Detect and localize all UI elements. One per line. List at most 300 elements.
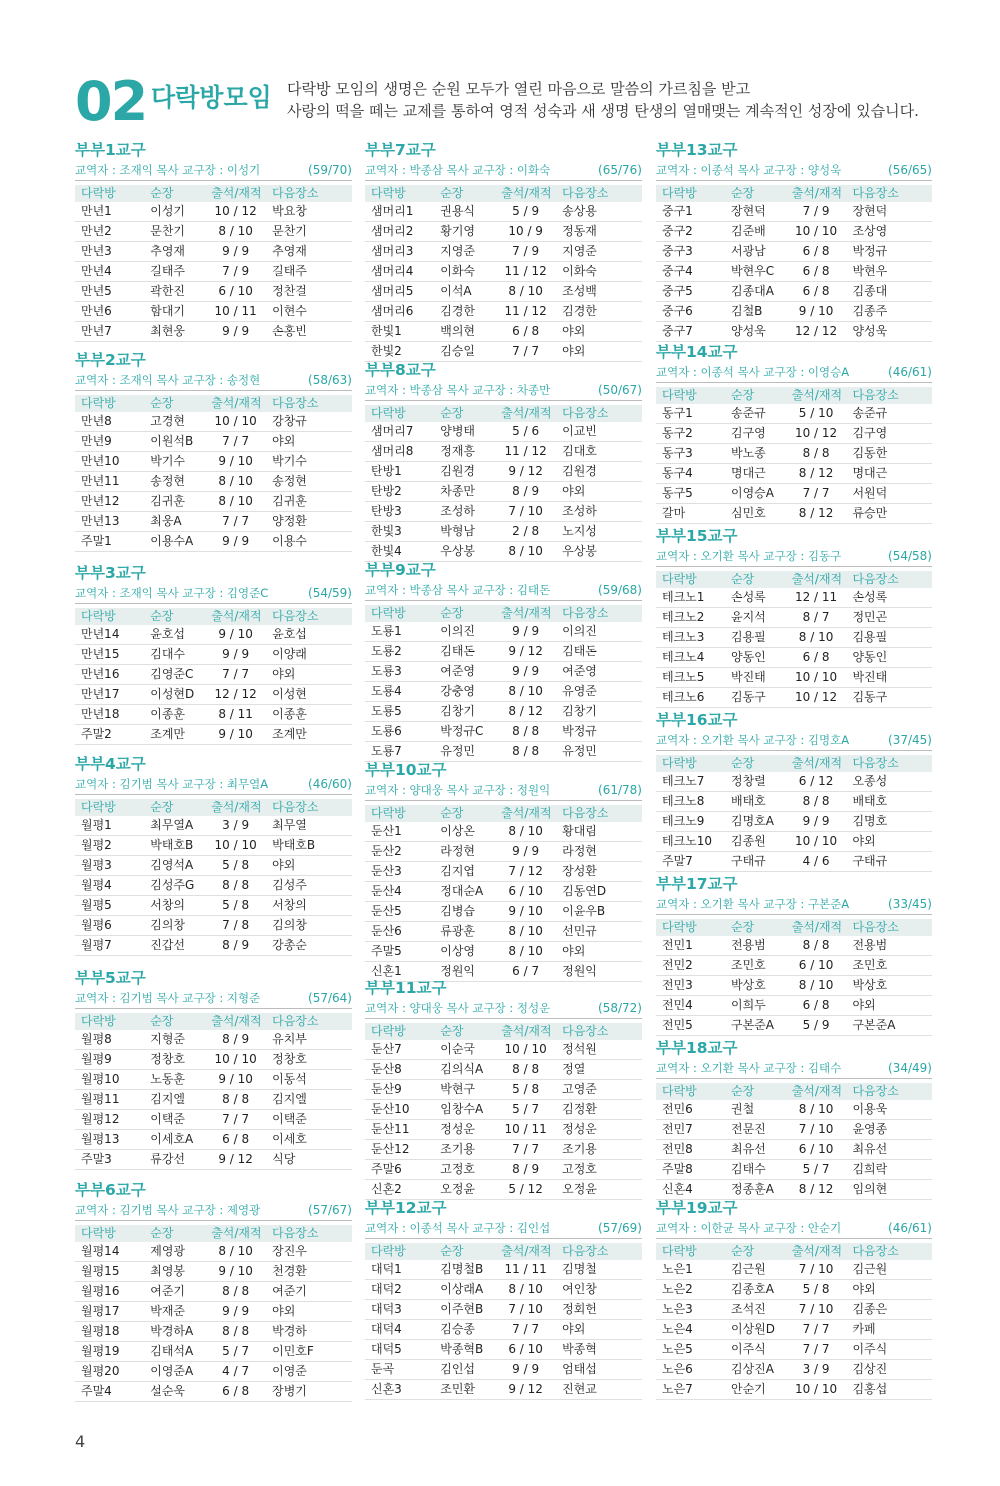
table-header-row [75,1225,352,1242]
cell-leader: 정창렬 [725,772,786,792]
cell-attendance: 3 / 9 [205,816,266,836]
cell-next-place: 이윤우B [556,902,642,922]
cell-room: 둔산8 [365,1060,434,1080]
cell-next-place: 손홍빈 [266,322,352,342]
cell-attendance: 8 / 8 [786,792,847,812]
cell-next-place: 김홍섭 [846,1380,932,1400]
cell-next-place: 윤호섭 [266,625,352,645]
cell-room: 한빛3 [365,522,434,542]
table-row [75,1130,352,1150]
column-header: 다락방 [75,608,144,625]
column-header: 다음장소 [266,1013,352,1030]
cell-next-place: 문찬기 [266,222,352,242]
cell-attendance: 8 / 10 [786,628,847,648]
column-header: 다락방 [656,185,725,202]
group-name: 부부3교구 [75,564,146,582]
table-row [365,1040,642,1060]
cell-leader: 김원경 [434,462,495,482]
table-row [656,772,932,792]
column-header: 출석/재적 [495,605,556,622]
cell-attendance: 8 / 10 [205,222,266,242]
cell-next-place: 이주식 [846,1340,932,1360]
group-count: (65/76) [598,163,642,177]
cell-next-place: 야외 [846,996,932,1016]
table-row [75,725,352,745]
column-header: 출석/재적 [495,1023,556,1040]
cell-next-place: 김대호 [556,442,642,462]
cell-attendance: 7 / 7 [786,1340,847,1360]
cell-attendance: 9 / 12 [205,1150,266,1170]
column-header: 출석/재적 [786,1083,847,1100]
group-count: (59/68) [598,583,642,597]
group-block [656,1198,932,1400]
column-header: 다음장소 [556,1023,642,1040]
cell-attendance: 6 / 7 [495,962,556,982]
cell-next-place: 지영준 [556,242,642,262]
cell-next-place: 송정현 [266,472,352,492]
cell-leader: 이석A [434,282,495,302]
group-table [656,919,932,1036]
cell-next-place: 이민호F [266,1342,352,1362]
cell-leader: 정창호 [144,1050,205,1070]
group-table [365,405,642,562]
cell-next-place: 강총순 [266,936,352,956]
table-row [656,1016,932,1036]
cell-attendance: 8 / 9 [495,482,556,502]
cell-room: 전민8 [656,1140,725,1160]
cell-room: 둔산1 [365,822,434,842]
cell-next-place: 윤영종 [846,1120,932,1140]
table-row [656,1180,932,1200]
table-row [365,502,642,522]
column-header: 다락방 [75,1013,144,1030]
cell-attendance: 9 / 9 [205,532,266,552]
cell-attendance: 12 / 12 [786,322,847,342]
cell-leader: 김명철B [434,1260,495,1280]
table-row [656,1140,932,1160]
cell-room: 월평18 [75,1322,144,1342]
cell-leader: 김경한 [434,302,495,322]
group-info [656,160,932,181]
table-row [75,1282,352,1302]
cell-next-place: 여준기 [266,1282,352,1302]
column-header: 다음장소 [266,395,352,412]
cell-attendance: 10 / 10 [786,222,847,242]
group-name: 부부8교구 [365,361,436,379]
group-count: (59/70) [308,163,352,177]
column-header: 다락방 [365,805,434,822]
cell-room: 샘머리8 [365,442,434,462]
column-header: 순장 [725,755,786,772]
cell-room: 노은3 [656,1300,725,1320]
cell-room: 전민4 [656,996,725,1016]
table-row [75,1342,352,1362]
cell-next-place: 선민규 [556,922,642,942]
cell-next-place: 김경한 [556,302,642,322]
cell-attendance: 6 / 10 [495,1340,556,1360]
cell-room: 대덕5 [365,1340,434,1360]
table-row [365,1380,642,1400]
cell-next-place: 야외 [556,942,642,962]
table-row [656,1340,932,1360]
table-row [365,702,642,722]
cell-leader: 송준규 [725,404,786,424]
group-info [656,546,932,567]
cell-attendance: 10 / 10 [205,412,266,432]
cell-leader: 정재흥 [434,442,495,462]
table-header-row [656,755,932,772]
cell-room: 동구1 [656,404,725,424]
cell-leader: 이용수A [144,532,205,552]
table-row [75,412,352,432]
cell-attendance: 6 / 8 [786,648,847,668]
cell-attendance: 2 / 8 [495,522,556,542]
cell-attendance: 6 / 10 [786,1140,847,1160]
group-info [656,362,932,383]
column-header: 순장 [144,395,205,412]
group-name: 부부1교구 [75,141,146,159]
cell-next-place: 정민곤 [846,608,932,628]
cell-leader: 김성주G [144,876,205,896]
cell-next-place: 추영재 [266,242,352,262]
cell-attendance: 6 / 10 [205,282,266,302]
cell-attendance: 7 / 9 [786,202,847,222]
cell-next-place: 식당 [266,1150,352,1170]
cell-attendance: 11 / 12 [495,442,556,462]
cell-room: 샘머리6 [365,302,434,322]
cell-next-place: 이종훈 [266,705,352,725]
cell-next-place: 박경하 [266,1322,352,1342]
description-line-2: 사랑의 떡을 떼는 교제를 통하여 영적 성숙과 새 생명 탄생의 열매맺는 계속적인 성장에 있습니다. [287,102,919,120]
cell-room: 만년5 [75,282,144,302]
cell-attendance: 9 / 9 [205,1302,266,1322]
cell-attendance: 6 / 8 [786,996,847,1016]
group-block [656,1038,932,1200]
table-row [656,262,932,282]
cell-leader: 박노종 [725,444,786,464]
cell-leader: 조계만 [144,725,205,745]
table-row [656,1120,932,1140]
cell-next-place: 서창의 [266,896,352,916]
cell-leader: 이원석B [144,432,205,452]
cell-leader: 최현웅 [144,322,205,342]
cell-room: 월평17 [75,1302,144,1322]
cell-next-place: 김구영 [846,424,932,444]
cell-room: 만년11 [75,472,144,492]
group-block [365,1198,642,1400]
table-row [75,202,352,222]
cell-attendance: 5 / 12 [495,1180,556,1200]
table-row [75,1262,352,1282]
group-name: 부부9교구 [365,561,436,579]
group-block [656,710,932,872]
cell-room: 주말6 [365,1160,434,1180]
cell-room: 전민2 [656,956,725,976]
cell-next-place: 구태규 [846,852,932,872]
cell-leader: 김종대A [725,282,786,302]
cell-leader: 윤호섭 [144,625,205,645]
cell-leader: 백의현 [434,322,495,342]
table-row [75,856,352,876]
table-row [656,1280,932,1300]
cell-attendance: 10 / 10 [786,1380,847,1400]
group-staff: 교역자 : 김기범 목사 교구장 : 제영광 [75,1203,261,1217]
cell-next-place: 야외 [556,322,642,342]
cell-leader: 김의식A [434,1060,495,1080]
cell-room: 노은6 [656,1360,725,1380]
group-table [656,387,932,524]
cell-next-place: 김명호 [846,812,932,832]
cell-next-place: 조민호 [846,956,932,976]
table-row [75,685,352,705]
cell-attendance: 9 / 9 [495,842,556,862]
cell-room: 주말4 [75,1382,144,1402]
cell-attendance: 10 / 10 [495,1040,556,1060]
cell-room: 전민5 [656,1016,725,1036]
group-table [365,805,642,982]
cell-leader: 김병습 [434,902,495,922]
cell-leader: 이상원D [725,1320,786,1340]
cell-attendance: 7 / 7 [786,484,847,504]
column-header: 순장 [144,608,205,625]
column-header: 출석/재적 [786,755,847,772]
cell-leader: 김승종 [434,1320,495,1340]
cell-attendance: 7 / 10 [786,1120,847,1140]
cell-next-place: 정창호 [266,1050,352,1070]
cell-next-place: 이택준 [266,1110,352,1130]
table-row [365,882,642,902]
cell-leader: 김승일 [434,342,495,362]
cell-room: 중구1 [656,202,725,222]
cell-next-place: 정찬걸 [266,282,352,302]
column-header: 출석/재적 [786,1243,847,1260]
cell-room: 샘머리3 [365,242,434,262]
group-table [656,1083,932,1200]
cell-next-place: 명대근 [846,464,932,484]
cell-room: 월평11 [75,1090,144,1110]
table-row [75,936,352,956]
cell-room: 둔산7 [365,1040,434,1060]
table-row [656,1260,932,1280]
cell-next-place: 이용수 [266,532,352,552]
cell-next-place: 이화숙 [556,262,642,282]
cell-room: 테크노10 [656,832,725,852]
column-header: 다음장소 [266,1225,352,1242]
cell-room: 월평8 [75,1030,144,1050]
table-row [75,1150,352,1170]
cell-attendance: 5 / 7 [495,1100,556,1120]
table-row [75,322,352,342]
table-row [656,812,932,832]
cell-room: 테크노7 [656,772,725,792]
table-row [656,1160,932,1180]
cell-next-place: 박종혁 [556,1340,642,1360]
cell-next-place: 우상봉 [556,542,642,562]
group-count: (57/69) [598,1221,642,1235]
cell-leader: 길태주 [144,262,205,282]
cell-room: 둔산10 [365,1100,434,1120]
group-staff: 교역자 : 조재익 목사 교구장 : 이성기 [75,163,261,177]
column-header: 다음장소 [846,1243,932,1260]
cell-next-place: 박진태 [846,668,932,688]
group-staff: 교역자 : 오기환 목사 교구장 : 구본준A [656,897,850,911]
cell-next-place: 유정민 [556,742,642,762]
group-staff: 교역자 : 이한균 목사 교구장 : 안순기 [656,1221,842,1235]
group-table [75,1225,352,1402]
cell-attendance: 6 / 8 [495,322,556,342]
cell-attendance: 10 / 11 [205,302,266,322]
cell-attendance: 8 / 10 [495,1280,556,1300]
cell-room: 월평19 [75,1342,144,1362]
group-block [75,563,352,745]
cell-next-place: 이의진 [556,622,642,642]
column-header: 출석/재적 [786,919,847,936]
table-row [656,464,932,484]
cell-leader: 이주현B [434,1300,495,1320]
table-row [75,302,352,322]
cell-room: 월평15 [75,1262,144,1282]
cell-leader: 김철B [725,302,786,322]
cell-attendance: 10 / 12 [786,424,847,444]
table-row [656,444,932,464]
table-row [75,1050,352,1070]
cell-room: 테크노1 [656,588,725,608]
table-row [656,202,932,222]
cell-next-place: 손성록 [846,588,932,608]
group-table [365,1243,642,1400]
cell-next-place: 오종성 [846,772,932,792]
cell-room: 노은2 [656,1280,725,1300]
table-row [75,472,352,492]
group-name: 부부14교구 [656,343,738,361]
cell-room: 신혼3 [365,1380,434,1400]
cell-room: 한빛1 [365,322,434,342]
cell-leader: 김구영 [725,424,786,444]
group-count: (33/45) [888,897,932,911]
cell-next-place: 여인창 [556,1280,642,1300]
table-row [75,242,352,262]
cell-next-place: 길태주 [266,262,352,282]
cell-attendance: 9 / 10 [205,725,266,745]
section-description [287,78,919,122]
cell-attendance: 8 / 10 [786,976,847,996]
table-row [365,642,642,662]
cell-next-place: 임의현 [846,1180,932,1200]
cell-leader: 심민호 [725,504,786,524]
cell-attendance: 7 / 7 [786,1320,847,1340]
cell-attendance: 7 / 7 [205,432,266,452]
table-row [75,282,352,302]
group-name: 부부13교구 [656,141,738,159]
cell-attendance: 9 / 9 [495,622,556,642]
cell-next-place: 조상영 [846,222,932,242]
cell-next-place: 라정현 [556,842,642,862]
table-row [656,302,932,322]
table-row [75,262,352,282]
group-block [75,140,352,342]
cell-room: 동구5 [656,484,725,504]
table-row [365,522,642,542]
table-row [656,688,932,708]
group-table [656,755,932,872]
group-staff: 교역자 : 이종석 목사 교구장 : 김인섭 [365,1221,551,1235]
cell-leader: 최영봉 [144,1262,205,1282]
group-info [365,580,642,601]
cell-next-place: 정회헌 [556,1300,642,1320]
cell-attendance: 11 / 11 [495,1260,556,1280]
cell-next-place: 서원덕 [846,484,932,504]
table-row [75,876,352,896]
cell-leader: 윤지석 [725,608,786,628]
group-count: (58/63) [308,373,352,387]
column-header: 다음장소 [556,1243,642,1260]
cell-room: 중구7 [656,322,725,342]
cell-next-place: 전용범 [846,936,932,956]
group-info [75,1200,352,1221]
cell-room: 노은5 [656,1340,725,1360]
cell-leader: 손성록 [725,588,786,608]
cell-attendance: 7 / 10 [786,1300,847,1320]
cell-leader: 이택준 [144,1110,205,1130]
cell-room: 중구4 [656,262,725,282]
table-row [75,896,352,916]
column-header: 다락방 [365,185,434,202]
table-row [656,588,932,608]
cell-leader: 이화숙 [434,262,495,282]
cell-next-place: 박현우 [846,262,932,282]
column-header: 다음장소 [846,185,932,202]
cell-room: 전민7 [656,1120,725,1140]
cell-leader: 김영준C [144,665,205,685]
table-header-row [75,1013,352,1030]
cell-next-place: 이영준 [266,1362,352,1382]
table-row [75,836,352,856]
cell-next-place: 유영준 [556,682,642,702]
cell-attendance: 12 / 12 [205,685,266,705]
cell-next-place: 장현덕 [846,202,932,222]
cell-attendance: 6 / 8 [786,282,847,302]
group-count: (37/45) [888,733,932,747]
group-name: 부부4교구 [75,755,146,773]
group-staff: 교역자 : 박종삼 목사 교구장 : 차종만 [365,383,551,397]
column-header: 출석/재적 [205,185,266,202]
group-count: (58/72) [598,1001,642,1015]
cell-next-place: 조기용 [556,1140,642,1160]
cell-attendance: 9 / 10 [205,625,266,645]
cell-attendance: 8 / 8 [495,742,556,762]
cell-room: 동구2 [656,424,725,444]
cell-leader: 조성하 [434,502,495,522]
cell-room: 둔산3 [365,862,434,882]
cell-leader: 서광남 [725,242,786,262]
cell-room: 테크노8 [656,792,725,812]
group-info [656,730,932,751]
cell-leader: 이성기 [144,202,205,222]
cell-next-place: 김희락 [846,1160,932,1180]
cell-room: 중구2 [656,222,725,242]
cell-next-place: 양동인 [846,648,932,668]
cell-leader: 이성현D [144,685,205,705]
cell-next-place: 김원경 [556,462,642,482]
cell-attendance: 9 / 12 [495,462,556,482]
cell-next-place: 김성주 [266,876,352,896]
cell-room: 만년16 [75,665,144,685]
table-row [656,936,932,956]
cell-room: 전민3 [656,976,725,996]
cell-next-place: 양성욱 [846,322,932,342]
group-count: (46/60) [308,777,352,791]
cell-attendance: 8 / 10 [205,472,266,492]
